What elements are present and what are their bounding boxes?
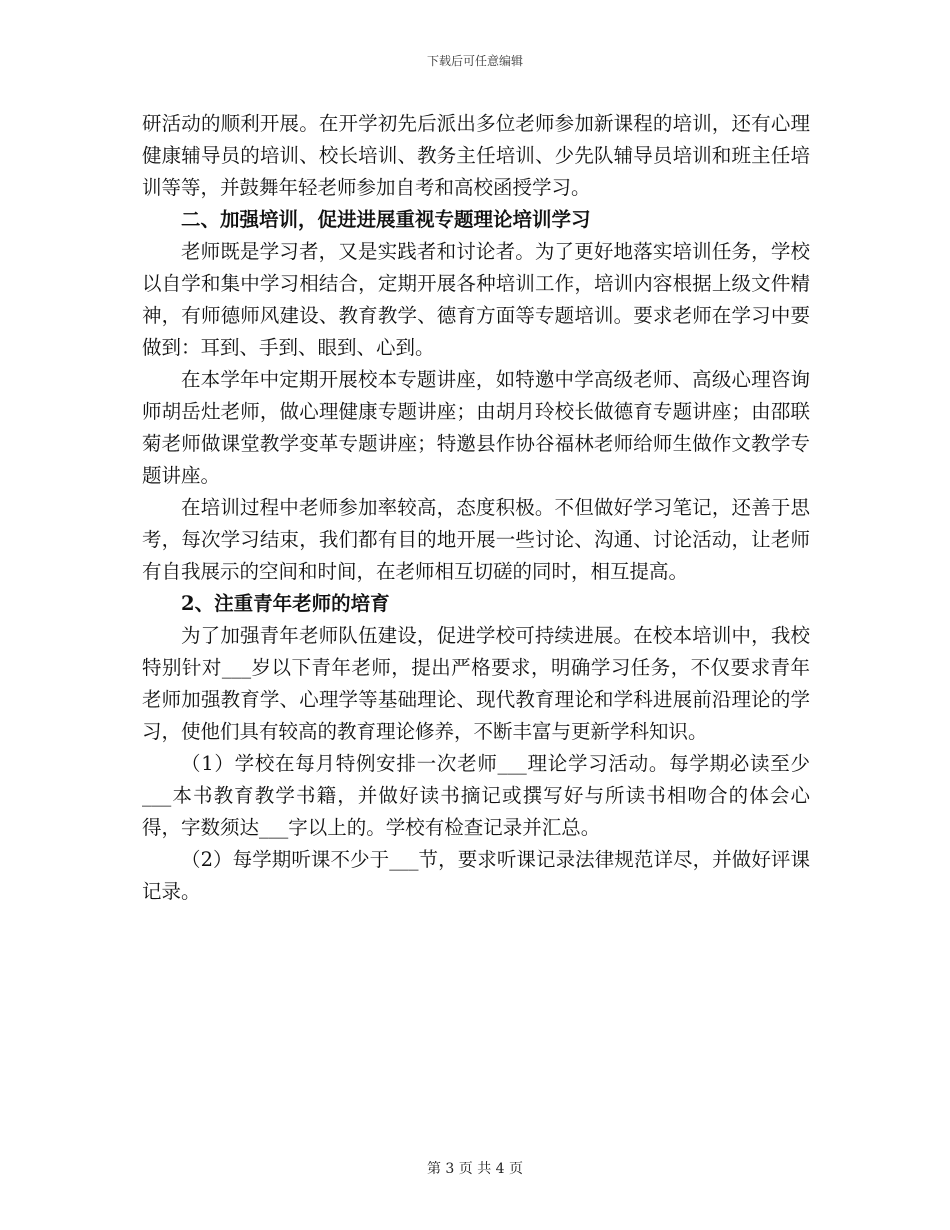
paragraph-item-2: （2）每学期听课不少于___节，要求听课记录法律规范详尽，并做好评课记录。	[142, 848, 810, 903]
paragraph-item-1: （1）学校在每月特例安排一次老师___理论学习活动。每学期必读至少___本书教育教学书籍，并做好读书摘记或撰写好与所读书相吻合的体会心得，字数须达___字以上的。学校有检查记录并汇总。	[142, 752, 810, 839]
paragraph-teacher-role: 老师既是学习者，又是实践者和讨论者。为了更好地落实培训任务，学校以自学和集中学习相结合，定期开展各种培训工作，培训内容根据上级文件精神，有师德师风建设、教育教学、德育方面等专题培训。要求老师在学习中要做到：耳到、手到、眼到、心到。	[142, 240, 810, 359]
paragraph-continuation: 研活动的顺利开展。在开学初先后派出多位老师参加新课程的培训，还有心理健康辅导员的培训、校长培训、教务主任培训、少先队辅导员培训和班主任培训等等，并鼓舞年轻老师参加自考和高校函授学习。	[142, 112, 810, 199]
page-footer-number: 第 3 页 共 4 页	[426, 1161, 524, 1177]
document-body	[142, 108, 810, 908]
section-heading-young-teachers: 2、注重青年老师的培育	[181, 592, 390, 615]
paragraph-participation: 在培训过程中老师参加率较高，态度积极。不但做好学习笔记，还善于思考，每次学习结束，我们都有目的地开展一些讨论、沟通、讨论活动，让老师有自我展示的空间和时间，在老师相互切磋的同时，相互提高。	[142, 496, 810, 583]
paragraph-young-teachers: 为了加强青年老师队伍建设，促进学校可持续进展。在校本培训中，我校特别针对___岁以下青年老师，提出严格要求，明确学习任务，不仅要求青年老师加强教育学、心理学等基础理论、现代教育理论和学科进展前沿理论的学习，使他们具有较高的教育理论修养，不断丰富与更新学科知识。	[142, 624, 810, 743]
section-heading-training: 二、加强培训，促进进展重视专题理论培训学习	[181, 208, 591, 231]
page-header-note: 下载后可任意编辑	[426, 54, 523, 68]
paragraph-lectures: 在本学年中定期开展校本专题讲座，如特邀中学高级老师、高级心理咨询师胡岳灶老师，做心理健康专题讲座；由胡月玲校长做德育专题讲座；由邵联菊老师做课堂教学变革专题讲座；特邀县作协谷福林老师给师生做作文教学专题讲座。	[142, 368, 810, 487]
